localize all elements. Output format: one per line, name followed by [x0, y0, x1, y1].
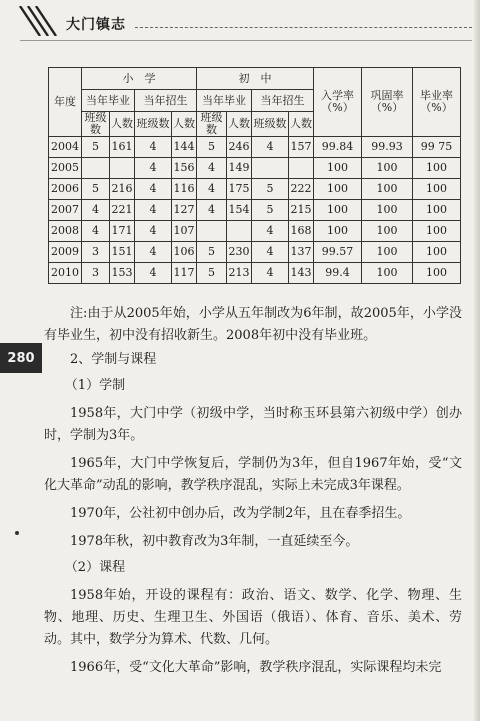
- people-header: 人数: [289, 112, 314, 137]
- table-row: [49, 158, 461, 179]
- table-cell: 100: [314, 200, 362, 221]
- middle-school-header: 初 中: [197, 68, 314, 90]
- table-cell: 99.57: [314, 242, 362, 263]
- table-cell: 157: [289, 137, 314, 158]
- table-row: [49, 221, 461, 242]
- table-cell: 99.4: [314, 263, 362, 284]
- table-row: [49, 179, 461, 200]
- table-cell: 117: [172, 263, 197, 284]
- primary-school-header: 小 学: [82, 68, 197, 90]
- table-cell: 168: [289, 221, 314, 242]
- table-cell: 4: [252, 221, 289, 242]
- classes-header: 班级数: [135, 112, 172, 137]
- table-cell: [82, 158, 110, 179]
- table-cell: 4: [135, 200, 172, 221]
- table-cell: 5: [82, 179, 110, 200]
- table-cell: 4: [82, 200, 110, 221]
- grad-rate-header: 毕业率（%）: [413, 68, 461, 137]
- table-cell: 175: [227, 179, 252, 200]
- table-cell: 4: [82, 221, 110, 242]
- table-cell: 149: [227, 158, 252, 179]
- margin-dot: [15, 531, 19, 535]
- table-cell: 4: [135, 158, 172, 179]
- table-cell: 100: [314, 221, 362, 242]
- running-header: [0, 0, 480, 48]
- paragraph-1970: 1970年，公社初中创办后，改为学制2年，且在春季招生。: [70, 506, 411, 521]
- year-cell: 2007: [49, 200, 82, 221]
- table-cell: 100: [413, 200, 461, 221]
- table-cell: 215: [289, 200, 314, 221]
- table-row: [49, 200, 461, 221]
- table-cell: 137: [289, 242, 314, 263]
- table-cell: 100: [362, 158, 413, 179]
- table-cell: 154: [227, 200, 252, 221]
- table-cell: 161: [110, 137, 135, 158]
- table-cell: [227, 221, 252, 242]
- people-header: 人数: [227, 112, 252, 137]
- year-cell: 2006: [49, 179, 82, 200]
- table-cell: 5: [252, 179, 289, 200]
- table-cell: 5: [197, 242, 227, 263]
- table-row: [49, 137, 461, 158]
- middle-enroll-header: 当年招生: [252, 90, 314, 112]
- section-heading: 2、学制与课程: [70, 352, 157, 367]
- table-cell: 156: [172, 158, 197, 179]
- body-text-top: [44, 303, 462, 679]
- table-cell: 100: [362, 200, 413, 221]
- table-row: [49, 263, 461, 284]
- table-cell: 4: [252, 242, 289, 263]
- table-cell: [110, 158, 135, 179]
- table-cell: 116: [172, 179, 197, 200]
- retention-rate-header: 巩固率（%）: [362, 68, 413, 137]
- enrollment-table: [48, 67, 461, 284]
- table-cell: 100: [362, 263, 413, 284]
- book-title: 大门镇志: [66, 17, 126, 33]
- table-cell: 4: [135, 137, 172, 158]
- table-cell: 3: [82, 242, 110, 263]
- table-note: 注:由于从2005年始，小学从五年制改为6年制，故2005年，小学没有毕业生，初中没有招收新生。2008年初中没有毕业班。: [44, 306, 462, 343]
- table-cell: 99.84: [314, 137, 362, 158]
- table-cell: 106: [172, 242, 197, 263]
- people-header: 人数: [172, 112, 197, 137]
- table-cell: 5: [252, 200, 289, 221]
- table-row: [49, 242, 461, 263]
- table-cell: 143: [289, 263, 314, 284]
- table-cell: 5: [82, 137, 110, 158]
- table-cell: 4: [135, 179, 172, 200]
- page-number: 280: [0, 343, 42, 373]
- table-cell: 153: [110, 263, 135, 284]
- table-cell: [197, 221, 227, 242]
- table-cell: 100: [362, 221, 413, 242]
- table-cell: 213: [227, 263, 252, 284]
- year-cell: 2004: [49, 137, 82, 158]
- primary-enroll-header: 当年招生: [135, 90, 197, 112]
- table-cell: 230: [227, 242, 252, 263]
- year-cell: 2010: [49, 263, 82, 284]
- enroll-rate-header: 入学率（%）: [314, 68, 362, 137]
- middle-grad-header: 当年毕业: [197, 90, 252, 112]
- table-cell: 222: [289, 179, 314, 200]
- table-cell: 3: [82, 263, 110, 284]
- paragraph-1966: 1966年，受“文化大革命”影响，教学秩序混乱，实际课程均未完: [70, 660, 442, 675]
- table-cell: 4: [135, 263, 172, 284]
- table-cell: 100: [413, 263, 461, 284]
- classes-header: 班级数: [197, 112, 227, 137]
- table-cell: 99 75: [413, 137, 461, 158]
- paragraph-1965: 1965年，大门中学恢复后，学制仍为3年，但自1967年始，受“文化大革命”动乱的影响，教学秩序混乱，实际上未完成3年课程。: [44, 456, 462, 493]
- people-header: 人数: [110, 112, 135, 137]
- year-header: 年度: [49, 68, 82, 137]
- table-cell: 216: [110, 179, 135, 200]
- table-cell: [252, 158, 289, 179]
- page-edge: [474, 0, 480, 721]
- table-cell: 99.93: [362, 137, 413, 158]
- table-cell: 127: [172, 200, 197, 221]
- table-cell: 144: [172, 137, 197, 158]
- table-cell: 100: [413, 158, 461, 179]
- table-cell: [289, 158, 314, 179]
- table-cell: 4: [197, 158, 227, 179]
- table-cell: 4: [252, 263, 289, 284]
- table-cell: 151: [110, 242, 135, 263]
- year-cell: 2009: [49, 242, 82, 263]
- subsection-heading-schooling: （1）学制: [64, 378, 126, 393]
- paragraph-1958-courses: 1958年始，开设的课程有：政治、语文、数学、化学、物理、生物、地理、历史、生理卫生、外国语（俄语）、体育、音乐、美术、劳动。其中，数学分为算术、代数、几何。: [44, 588, 462, 647]
- paragraph-1978: 1978年秋，初中教育改为3年制，一直延续至今。: [70, 534, 359, 549]
- table-cell: 171: [110, 221, 135, 242]
- header-dashed-rule: [135, 27, 472, 28]
- paragraph-1958-school: 1958年，大门中学（初级中学，当时称玉环县第六初级中学）创办时，学制为3年。: [44, 406, 462, 443]
- header-rule: [20, 40, 472, 41]
- table-cell: 246: [227, 137, 252, 158]
- table-cell: 5: [197, 137, 227, 158]
- table-cell: 100: [413, 221, 461, 242]
- table-cell: 100: [314, 158, 362, 179]
- subsection-heading-curriculum: （2）课程: [64, 560, 126, 575]
- table-cell: 107: [172, 221, 197, 242]
- primary-grad-header: 当年毕业: [82, 90, 135, 112]
- table-cell: 4: [135, 221, 172, 242]
- table-cell: 221: [110, 200, 135, 221]
- table-cell: 100: [362, 179, 413, 200]
- classes-header: 班级数: [252, 112, 289, 137]
- table-cell: 4: [197, 200, 227, 221]
- table-cell: 4: [197, 179, 227, 200]
- table-cell: 100: [413, 179, 461, 200]
- table-cell: 100: [413, 242, 461, 263]
- table-cell: 4: [135, 242, 172, 263]
- table-cell: 4: [252, 137, 289, 158]
- table-cell: 5: [197, 263, 227, 284]
- header-slash-ornament: [18, 6, 58, 36]
- classes-header: 班级数: [82, 112, 110, 137]
- year-cell: 2008: [49, 221, 82, 242]
- year-cell: 2005: [49, 158, 82, 179]
- table-cell: 100: [362, 242, 413, 263]
- table-cell: 100: [314, 179, 362, 200]
